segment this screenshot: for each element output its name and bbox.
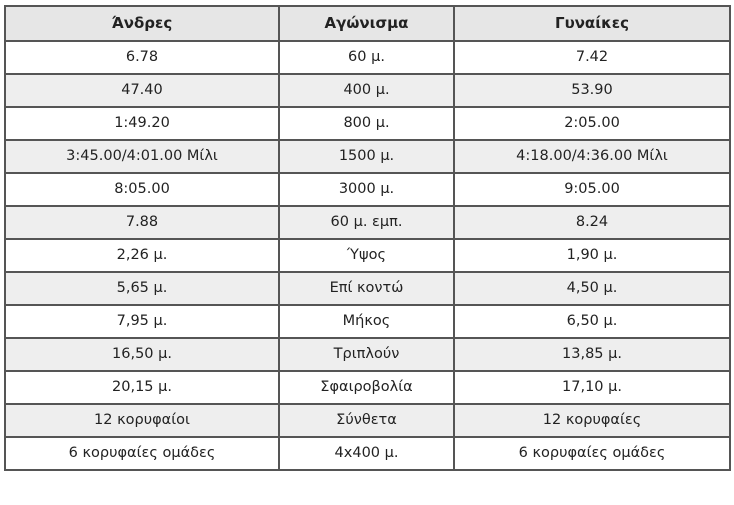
event-cell: Ύψος	[279, 239, 454, 272]
table-row	[5, 173, 730, 206]
women-cell: 13,85 μ.	[454, 338, 730, 371]
table-row	[5, 206, 730, 239]
men-cell: 2,26 μ.	[5, 239, 279, 272]
table-row	[5, 437, 730, 470]
header-event: Αγώνισμα	[279, 6, 454, 41]
event-cell: Τριπλούν	[279, 338, 454, 371]
women-cell: 53.90	[454, 74, 730, 107]
header-women: Γυναίκες	[454, 6, 730, 41]
header-men: Άνδρες	[5, 6, 279, 41]
standards-table	[4, 5, 731, 471]
men-cell: 6.78	[5, 41, 279, 74]
event-cell: Σύνθετα	[279, 404, 454, 437]
men-cell: 1:49.20	[5, 107, 279, 140]
men-cell: 7.88	[5, 206, 279, 239]
event-cell: 60 μ. εμπ.	[279, 206, 454, 239]
event-cell: 3000 μ.	[279, 173, 454, 206]
event-cell: 800 μ.	[279, 107, 454, 140]
women-cell: 9:05.00	[454, 173, 730, 206]
event-cell: 60 μ.	[279, 41, 454, 74]
women-cell: 8.24	[454, 206, 730, 239]
event-cell: Σφαιροβολία	[279, 371, 454, 404]
men-cell: 47.40	[5, 74, 279, 107]
men-cell: 7,95 μ.	[5, 305, 279, 338]
table-header-row	[5, 6, 730, 41]
table-row	[5, 305, 730, 338]
table-row	[5, 272, 730, 305]
men-cell: 20,15 μ.	[5, 371, 279, 404]
men-cell: 16,50 μ.	[5, 338, 279, 371]
table-row	[5, 404, 730, 437]
event-cell: Επί κοντώ	[279, 272, 454, 305]
table-row	[5, 74, 730, 107]
men-cell: 5,65 μ.	[5, 272, 279, 305]
table-row	[5, 107, 730, 140]
women-cell: 6,50 μ.	[454, 305, 730, 338]
event-cell: 1500 μ.	[279, 140, 454, 173]
women-cell: 4:18.00/4:36.00 Μίλι	[454, 140, 730, 173]
table-row	[5, 41, 730, 74]
men-cell: 3:45.00/4:01.00 Μίλι	[5, 140, 279, 173]
event-cell: Μήκος	[279, 305, 454, 338]
women-cell: 1,90 μ.	[454, 239, 730, 272]
event-cell: 400 μ.	[279, 74, 454, 107]
table-row	[5, 371, 730, 404]
women-cell: 4,50 μ.	[454, 272, 730, 305]
table-row	[5, 239, 730, 272]
women-cell: 12 κορυφαίες	[454, 404, 730, 437]
women-cell: 6 κορυφαίες ομάδες	[454, 437, 730, 470]
women-cell: 2:05.00	[454, 107, 730, 140]
women-cell: 7.42	[454, 41, 730, 74]
men-cell: 8:05.00	[5, 173, 279, 206]
table-row	[5, 140, 730, 173]
men-cell: 6 κορυφαίες ομάδες	[5, 437, 279, 470]
women-cell: 17,10 μ.	[454, 371, 730, 404]
table-row	[5, 338, 730, 371]
event-cell: 4x400 μ.	[279, 437, 454, 470]
men-cell: 12 κορυφαίοι	[5, 404, 279, 437]
